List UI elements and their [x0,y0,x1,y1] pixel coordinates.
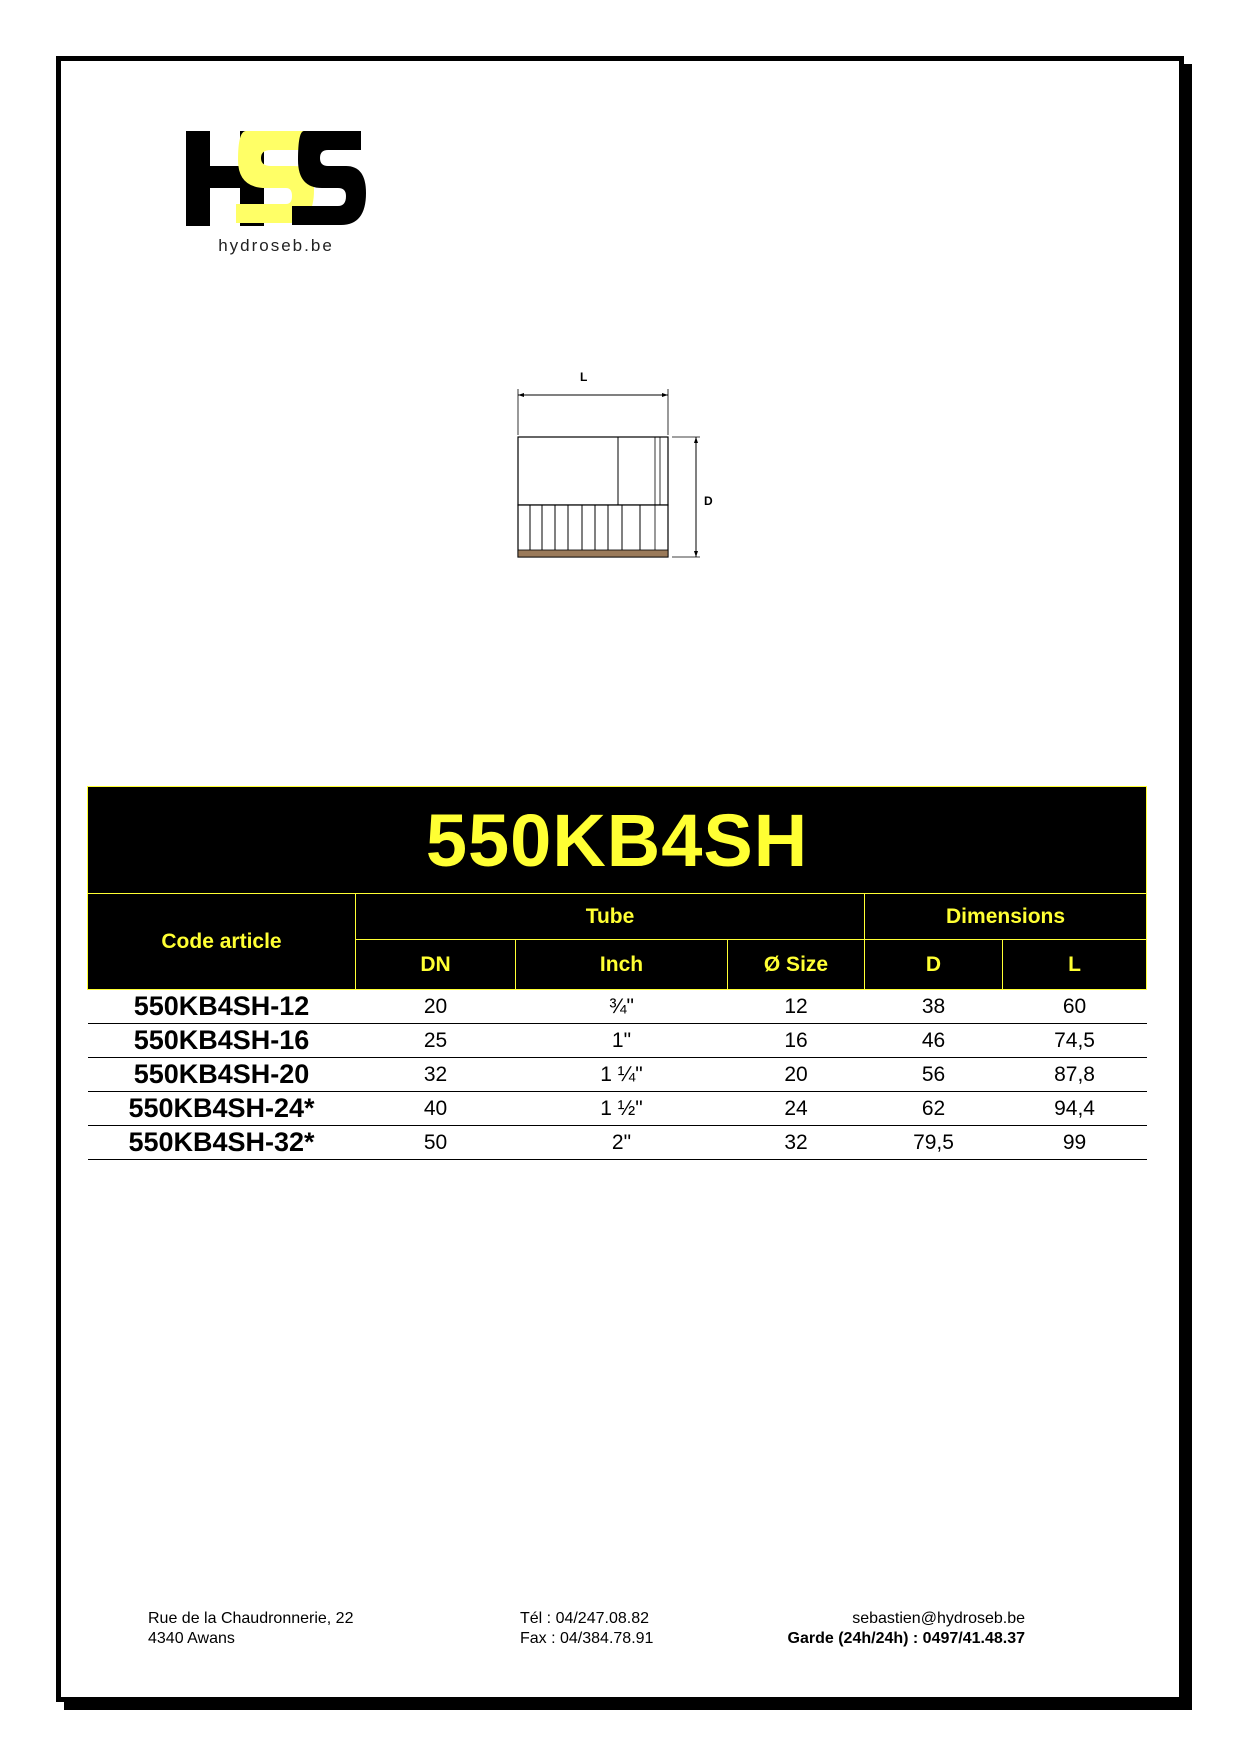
cell-size: 12 [728,990,865,1024]
cell-inch: ¾" [516,990,728,1024]
header-l: L [1003,940,1147,990]
cell-l: 74,5 [1003,1024,1147,1058]
fax: Fax : 04/384.78.91 [520,1630,654,1647]
cell-dn: 50 [356,1126,516,1160]
cell-d: 79,5 [865,1126,1003,1160]
table-row [88,990,1147,1024]
header-d: D [865,940,1003,990]
logo-text: hydroseb.be [218,236,334,255]
ferrule-drawing [500,365,750,585]
cell-l: 60 [1003,990,1147,1024]
table-row [88,1092,1147,1126]
table-row [88,1058,1147,1092]
header-size: Ø Size [728,940,865,990]
address-line1: Rue de la Chaudronnerie, 22 [148,1610,354,1627]
cell-inch: 2" [516,1126,728,1160]
product-table [87,786,1147,1160]
footer-contact [700,1609,1025,1649]
tel: Tél : 04/247.08.82 [520,1610,649,1627]
header-dimensions: Dimensions [865,894,1147,940]
header-tube: Tube [356,894,865,940]
table-row [88,1126,1147,1160]
cell-size: 32 [728,1126,865,1160]
cell-l: 94,4 [1003,1092,1147,1126]
cell-l: 99 [1003,1126,1147,1160]
cell-d: 46 [865,1024,1003,1058]
footer-phone [520,1609,653,1649]
cell-dn: 25 [356,1024,516,1058]
cell-dn: 20 [356,990,516,1024]
cell-code: 550KB4SH-24* [88,1092,356,1126]
header-code: Code article [88,894,356,990]
cell-d: 62 [865,1092,1003,1126]
cell-code: 550KB4SH-12 [88,990,356,1024]
cell-dn: 32 [356,1058,516,1092]
header-dn: DN [356,940,516,990]
garde-phone: Garde (24h/24h) : 0497/41.48.37 [787,1630,1025,1647]
cell-code: 550KB4SH-16 [88,1024,356,1058]
cell-size: 20 [728,1058,865,1092]
cell-inch: 1 ½" [516,1092,728,1126]
cell-d: 56 [865,1058,1003,1092]
cell-inch: 1" [516,1024,728,1058]
cell-size: 16 [728,1024,865,1058]
email-link[interactable]: sebastien@hydroseb.be [852,1610,1025,1627]
footer-address [148,1609,353,1649]
product-title: 550KB4SH [88,787,1147,894]
address-line2: 4340 Awans [148,1630,235,1647]
cell-code: 550KB4SH-32* [88,1126,356,1160]
table-row [88,1024,1147,1058]
cell-d: 38 [865,990,1003,1024]
cell-dn: 40 [356,1092,516,1126]
label-l: L [580,370,588,384]
cell-inch: 1 ¼" [516,1058,728,1092]
cell-code: 550KB4SH-20 [88,1058,356,1092]
label-d: D [704,494,713,508]
cell-l: 87,8 [1003,1058,1147,1092]
header-inch: Inch [516,940,728,990]
cell-size: 24 [728,1092,865,1126]
